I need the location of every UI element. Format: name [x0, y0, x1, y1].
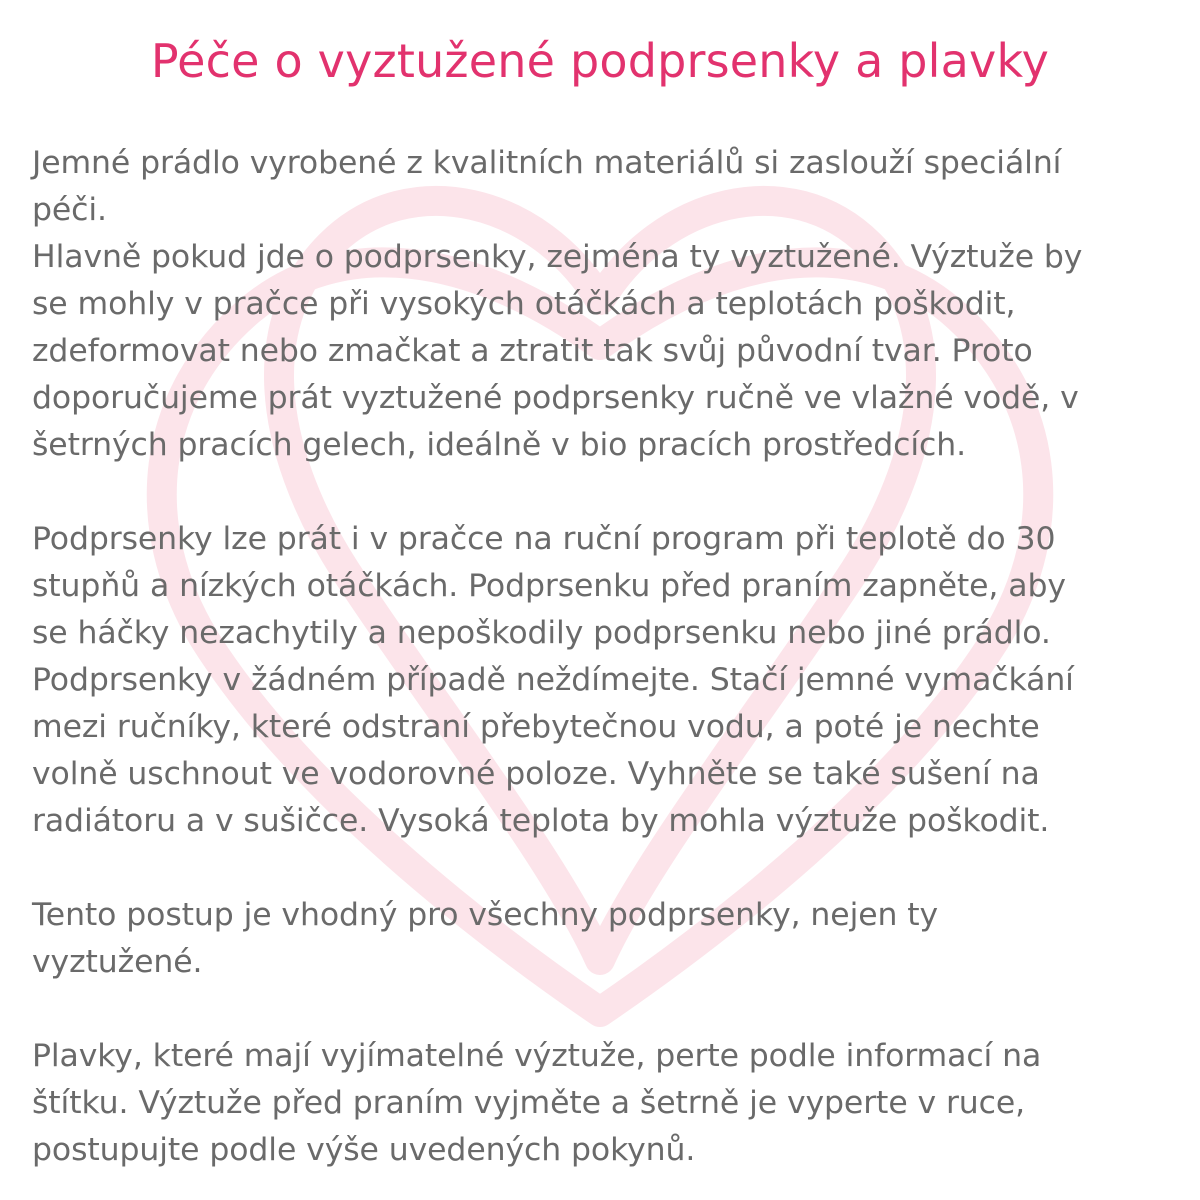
text-line: zdeformovat nebo zmačkat a ztratit tak svůj původní tvar. Proto — [32, 333, 1033, 369]
text-line: mezi ručníky, které odstraní přebytečnou vodu, a poté je nechte — [32, 709, 1040, 745]
text-line: Jemné prádlo vyrobené z kvalitních materiálů si zaslouží speciální — [32, 145, 1062, 181]
paragraph-spacer — [32, 469, 1172, 516]
paragraph — [32, 1033, 1172, 1174]
article-body — [32, 140, 1172, 1174]
text-line: štítku. Výztuže před praním vyjměte a šetrně je vyperte v ruce, — [32, 1085, 1026, 1121]
text-line: péči. — [32, 192, 107, 228]
text-line: doporučujeme prát vyztužené podprsenky ručně ve vlažné vodě, v — [32, 380, 1079, 416]
text-line: vyztužené. — [32, 944, 203, 980]
paragraph — [32, 892, 1172, 986]
text-line: Hlavně pokud jde o podprsenky, zejména ty vyztužené. Výztuže by — [32, 239, 1083, 275]
text-line: stupňů a nízkých otáčkách. Podprsenku před praním zapněte, aby — [32, 568, 1066, 604]
text-line: Plavky, které mají vyjímatelné výztuže, perte podle informací na — [32, 1038, 1042, 1074]
paragraph-spacer — [32, 986, 1172, 1033]
text-line: postupujte podle výše uvedených pokynů. — [32, 1132, 696, 1168]
text-line: se háčky nezachytily a nepoškodily podprsenku nebo jiné prádlo. — [32, 615, 1051, 651]
text-line: Tento postup je vhodný pro všechny podprsenky, nejen ty — [32, 897, 939, 933]
paragraph — [32, 516, 1172, 845]
paragraph — [32, 140, 1172, 469]
text-line: Podprsenky v žádném případě neždímejte. Stačí jemné vymačkání — [32, 662, 1074, 698]
page-title: Péče o vyztužené podprsenky a plavky — [150, 34, 1050, 88]
text-line: volně uschnout ve vodorovné poloze. Vyhněte se také sušení na — [32, 756, 1040, 792]
paragraph-spacer — [32, 845, 1172, 892]
text-line: se mohly v pračce při vysokých otáčkách a teplotách poškodit, — [32, 286, 1016, 322]
text-line: šetrných pracích gelech, ideálně v bio pracích prostředcích. — [32, 427, 967, 463]
text-line: Podprsenky lze prát i v pračce na ruční program při teplotě do 30 — [32, 521, 1056, 557]
text-line: radiátoru a v sušičce. Vysoká teplota by mohla výztuže poškodit. — [32, 803, 1050, 839]
